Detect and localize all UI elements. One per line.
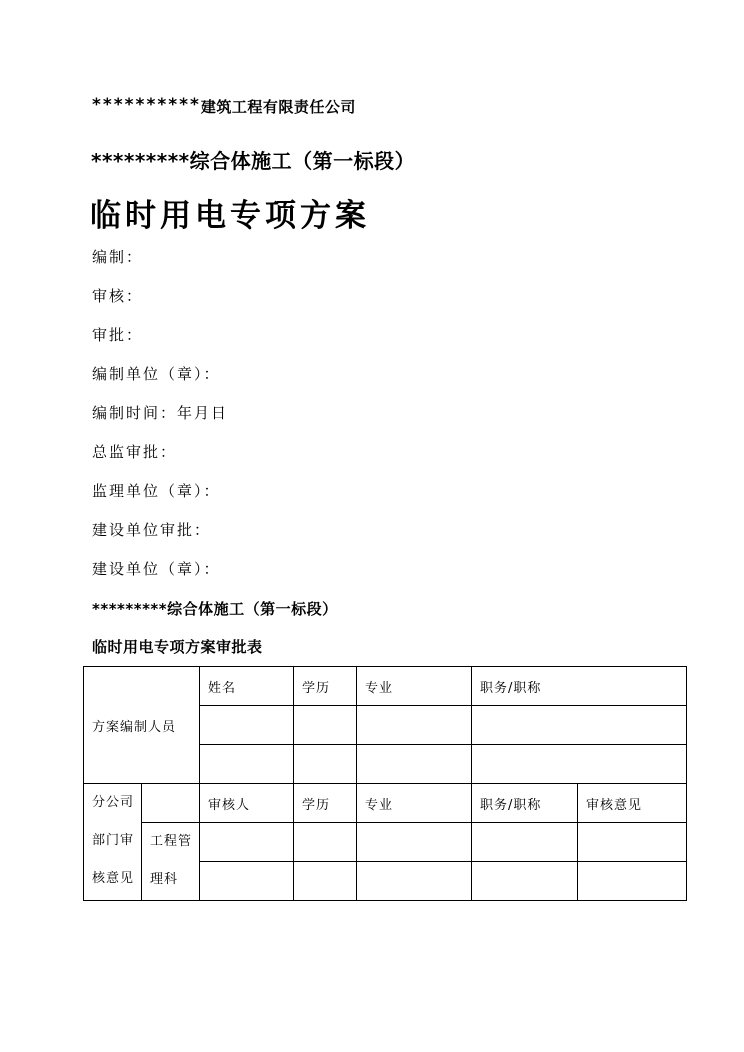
table-cell[interactable] xyxy=(200,823,294,862)
header-major: 专业 xyxy=(357,784,472,823)
field-reviewer: 审核： xyxy=(92,287,144,305)
branch-label-line: 分公司 xyxy=(92,795,135,810)
header-name: 姓名 xyxy=(200,667,294,706)
table-cell[interactable] xyxy=(578,862,687,901)
project-name: *********综合体施工（第一标段） xyxy=(91,149,416,173)
table-row xyxy=(84,823,687,862)
branch-label-line: 核意见 xyxy=(92,871,135,886)
header-major: 专业 xyxy=(357,667,472,706)
company-stars: ********** xyxy=(92,95,201,115)
branch-label-line: 部门审 xyxy=(92,833,135,848)
dept-label-line: 工程管 xyxy=(150,834,193,849)
table-cell[interactable] xyxy=(357,862,472,901)
dept-label-line: 理科 xyxy=(150,872,179,887)
dept-label-cell xyxy=(142,823,200,901)
header-education: 学历 xyxy=(294,667,357,706)
table-cell xyxy=(142,784,200,823)
field-supervision-unit: 监理单位（章）： xyxy=(92,482,221,500)
field-chief-supervisor: 总监审批： xyxy=(92,443,178,461)
header-review-opinion: 审核意见 xyxy=(578,784,687,823)
authors-label-cell xyxy=(84,667,200,784)
table-row xyxy=(84,667,687,706)
approval-table-title: 临时用电专项方案审批表 xyxy=(92,638,263,656)
table-cell[interactable] xyxy=(357,745,472,784)
table-cell[interactable] xyxy=(357,706,472,745)
header-reviewer: 审核人 xyxy=(200,784,294,823)
field-compiler: 编制： xyxy=(92,248,144,266)
header-position: 职务/职称 xyxy=(472,667,687,706)
authors-label: 方案编制人员 xyxy=(92,719,177,735)
field-compile-date: 编制时间：年月日 xyxy=(92,404,229,422)
table-row xyxy=(84,784,687,823)
table-cell[interactable] xyxy=(294,823,357,862)
table-cell[interactable] xyxy=(200,745,294,784)
section-project-name: *********综合体施工（第一标段） xyxy=(92,600,338,618)
table-cell[interactable] xyxy=(294,706,357,745)
table-cell[interactable] xyxy=(472,706,687,745)
field-owner-approval: 建设单位审批： xyxy=(92,521,212,539)
company-name-text: 建筑工程有限责任公司 xyxy=(200,98,356,116)
field-approver: 审批： xyxy=(92,326,144,344)
field-compiling-unit: 编制单位（章）： xyxy=(92,365,221,383)
table-cell[interactable] xyxy=(472,745,687,784)
branch-label-cell xyxy=(84,784,142,901)
table-cell[interactable] xyxy=(472,862,578,901)
header-education: 学历 xyxy=(294,784,357,823)
table-cell[interactable] xyxy=(294,862,357,901)
header-position: 职务/职称 xyxy=(472,784,578,823)
company-name xyxy=(92,96,356,117)
approval-table xyxy=(83,666,687,901)
document-title: 临时用电专项方案 xyxy=(90,198,370,234)
table-cell[interactable] xyxy=(578,823,687,862)
table-cell[interactable] xyxy=(472,823,578,862)
table-cell[interactable] xyxy=(357,823,472,862)
table-cell[interactable] xyxy=(200,706,294,745)
table-cell[interactable] xyxy=(200,862,294,901)
field-owner-unit: 建设单位（章）： xyxy=(92,560,221,578)
table-cell[interactable] xyxy=(294,745,357,784)
